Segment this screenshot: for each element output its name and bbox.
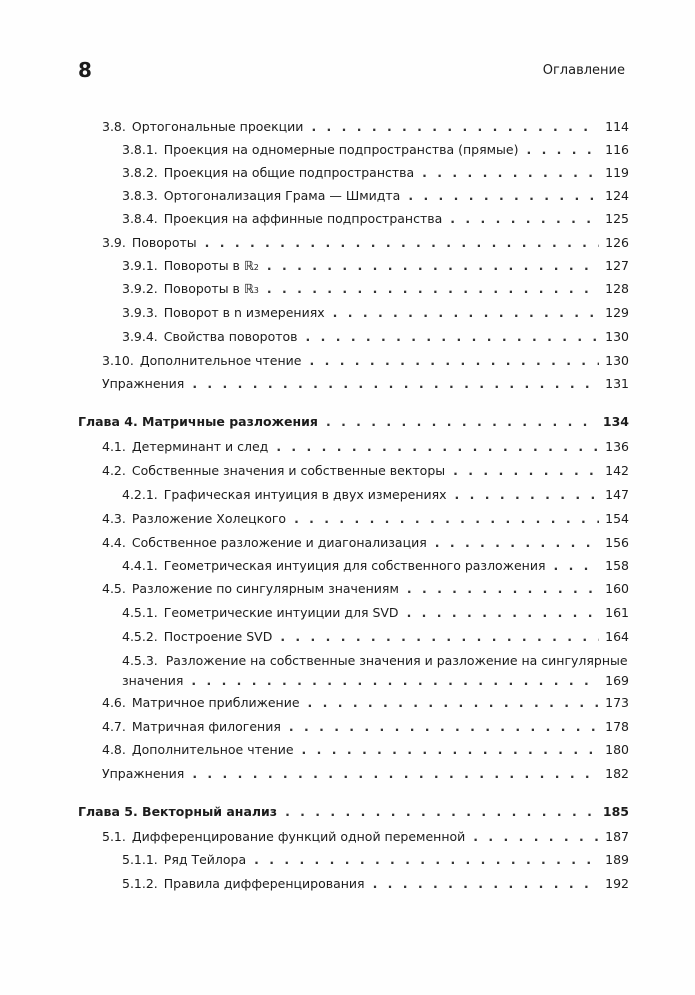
toc-leader-dots [205, 232, 599, 254]
toc-entry-text: Детерминант и след [131, 439, 269, 454]
toc-entry-number: 4.7. [102, 719, 126, 734]
toc-entry-number: 3.8. [102, 119, 126, 134]
toc-leader-dots [294, 508, 599, 530]
toc-entry-number: 3.9.4. [122, 329, 158, 344]
toc-entry-number: 3.8.1. [122, 142, 158, 157]
toc-leader-dots [192, 373, 599, 395]
toc-entry[interactable] [0, 373, 695, 395]
toc-entry[interactable] [0, 578, 695, 600]
toc-entry[interactable] [0, 692, 695, 714]
toc-page-number: 161 [605, 605, 629, 620]
toc-entry-text: Дифференцирование функций одной переменной [131, 829, 466, 844]
toc-leader-dots [267, 255, 599, 277]
toc-entry-text: Графическая интуиция в двух измерениях [163, 487, 447, 502]
toc-entry-number: 4.5.3. [122, 653, 158, 668]
toc-entry-number: 3.9.1. [122, 258, 158, 273]
toc-entry[interactable] [0, 326, 695, 348]
toc-entry-text: Повороты в ℝ [163, 281, 254, 296]
toc-leader-dots [308, 692, 599, 714]
toc-leader-dots [326, 411, 599, 433]
toc-leader-dots [407, 578, 599, 600]
toc-leader-dots [254, 849, 599, 871]
toc-entry-text: Матричное приближение [131, 695, 300, 710]
toc-page-number: 169 [605, 673, 629, 688]
toc-entry[interactable] [0, 532, 695, 554]
toc-page-number: 130 [605, 353, 629, 368]
toc-leader-dots [276, 436, 599, 458]
toc-page-number: 185 [602, 804, 629, 819]
toc-entry[interactable] [0, 460, 695, 482]
toc-page-number: 130 [605, 329, 629, 344]
toc-page-number: 114 [605, 119, 629, 134]
toc-entry-text: Геометрические интуиции для SVD [163, 605, 399, 620]
toc-entry-number: 5.1.2. [122, 876, 158, 891]
toc-page-number: 116 [605, 142, 629, 157]
toc-entry-text: Свойства поворотов [163, 329, 298, 344]
toc-entry[interactable] [0, 739, 695, 761]
toc-leader-dots [435, 532, 599, 554]
toc-entry-number: 4.6. [102, 695, 126, 710]
toc-leader-dots [192, 763, 599, 785]
toc-entry-text: Матричная филогения [131, 719, 281, 734]
toc-entry-number: 5.1. [102, 829, 126, 844]
toc-leader-dots [280, 626, 599, 648]
toc-page-number: 173 [605, 695, 629, 710]
toc-entry[interactable] [0, 763, 695, 785]
toc-entry-text: Ряд Тейлора [163, 852, 247, 867]
toc-entry-number: 4.2. [102, 463, 126, 478]
toc-entry-text: Разложение на собственные значения и разложение на сингулярные [165, 653, 628, 668]
toc-leader-dots [306, 326, 599, 348]
toc-leader-dots [267, 278, 599, 300]
toc-page-number: 187 [605, 829, 629, 844]
toc-page-number: 134 [602, 414, 629, 429]
toc-entry-number: 3.8.4. [122, 211, 158, 226]
toc-entry-number: 4.5. [102, 581, 126, 596]
toc-entry[interactable] [0, 650, 695, 694]
toc-entry[interactable] [0, 436, 695, 458]
toc-entry[interactable] [0, 555, 695, 577]
toc-entry-number: 4.3. [102, 511, 126, 526]
toc-entry-number: 4.5.2. [122, 629, 158, 644]
toc-leader-dots [302, 739, 599, 761]
toc-leader-dots [191, 670, 599, 692]
toc-page-number: 142 [605, 463, 629, 478]
toc-entry[interactable] [0, 602, 695, 624]
page-number: 8 [78, 58, 92, 82]
toc-entry[interactable] [0, 232, 695, 254]
toc-leader-dots [450, 208, 599, 230]
toc-entry-number: 3.8.3. [122, 188, 158, 203]
toc-leader-dots [453, 460, 599, 482]
toc-page-number: 131 [605, 376, 629, 391]
toc-entry[interactable] [0, 116, 695, 138]
toc-entry[interactable] [0, 208, 695, 230]
toc-entry[interactable] [0, 162, 695, 184]
toc-entry-text: Повороты в ℝ [163, 258, 254, 273]
toc-entry[interactable] [0, 716, 695, 738]
toc-entry-text: Глава 4. Матричные разложения [78, 414, 318, 429]
toc-leader-dots [526, 139, 599, 161]
toc-page-number: 182 [605, 766, 629, 781]
toc-entry[interactable] [0, 350, 695, 372]
toc-entry-text: Упражнения [102, 376, 185, 391]
toc-entry-text: Повороты [131, 235, 197, 250]
toc-entry-number: 3.9.3. [122, 305, 158, 320]
toc-leader-dots [311, 116, 599, 138]
toc-entry[interactable] [0, 185, 695, 207]
toc-entry-text: Разложение Холецкого [131, 511, 287, 526]
toc-page-number: 136 [605, 439, 629, 454]
toc-entry[interactable]: 3.9.1. Повороты в ℝ 2 . . . 127 [0, 255, 695, 277]
toc-entry[interactable] [0, 826, 695, 848]
toc-entry-text: Проекция на общие подпространства [163, 165, 415, 180]
toc-entry-text: Дополнительное чтение [131, 742, 294, 757]
toc-page-number: 125 [605, 211, 629, 226]
toc-page-number: 178 [605, 719, 629, 734]
toc-page-number: 154 [605, 511, 629, 526]
toc-entry-number: 4.8. [102, 742, 126, 757]
toc-entry-text: Построение SVD [163, 629, 273, 644]
toc-leader-dots [407, 602, 599, 624]
toc-page-number: 192 [605, 876, 629, 891]
toc-entry[interactable]: 3.9.2. Повороты в ℝ 3 . . . 128 [0, 278, 695, 300]
toc-entry-text: Дополнительное чтение [139, 353, 302, 368]
toc-entry-number: 3.9.2. [122, 281, 158, 296]
toc-leader-dots [422, 162, 599, 184]
toc-leader-dots [373, 873, 599, 895]
toc-entry[interactable] [0, 484, 695, 506]
toc-entry-number: 3.10. [102, 353, 134, 368]
toc-entry-text: Разложение по сингулярным значениям [131, 581, 399, 596]
toc-entry-text: Поворот в n измерениях [163, 305, 325, 320]
toc-chapter-entry[interactable] [0, 801, 695, 823]
toc-entry-text: Проекция на одномерные подпространства (прямые) [163, 142, 519, 157]
toc-entry-number: 4.1. [102, 439, 126, 454]
toc-entry-number: 4.4.1. [122, 558, 158, 573]
toc-entry-text: Геометрическая интуиция для собственного разложения [163, 558, 546, 573]
toc-entry-text: Ортогональные проекции [131, 119, 304, 134]
toc-entry[interactable] [0, 302, 695, 324]
toc-page-number: 164 [605, 629, 629, 644]
toc-leader-dots [408, 185, 599, 207]
toc-leader-dots [455, 484, 599, 506]
toc-page-number: 126 [605, 235, 629, 250]
toc-entry-text: Правила дифференцирования [163, 876, 365, 891]
toc-page-number: 124 [605, 188, 629, 203]
toc-entry-text: Упражнения [102, 766, 185, 781]
toc-page-number: 128 [605, 281, 629, 296]
toc-page-number: 147 [605, 487, 629, 502]
toc-leader-dots [333, 302, 599, 324]
running-header: Оглавление [542, 63, 625, 78]
toc-entry-text-continued: значения [122, 673, 184, 688]
toc-page-number: 119 [605, 165, 629, 180]
toc-entry[interactable] [0, 508, 695, 530]
toc-page-number: 180 [605, 742, 629, 757]
toc-leader-dots [310, 350, 600, 372]
toc-entry-number: 5.1.1. [122, 852, 158, 867]
toc-entry-text: Собственные значения и собственные векторы [131, 463, 446, 478]
toc-entry[interactable] [0, 849, 695, 871]
toc-page-number: 189 [605, 852, 629, 867]
toc-entry-number: 4.5.1. [122, 605, 158, 620]
toc-entry-text: Проекция на аффинные подпространства [163, 211, 443, 226]
toc-entry-text: Ортогонализация Грама — Шмидта [163, 188, 401, 203]
toc-entry[interactable] [0, 626, 695, 648]
toc-leader-dots [289, 716, 599, 738]
toc-entry-number: 3.9. [102, 235, 126, 250]
toc-entry-number: 4.4. [102, 535, 126, 550]
toc-leader-dots [285, 801, 599, 823]
toc-page-number: 156 [605, 535, 629, 550]
toc-leader-dots [473, 826, 599, 848]
toc-page-number: 158 [605, 558, 629, 573]
toc-entry-text: Собственное разложение и диагонализация [131, 535, 427, 550]
toc-entry[interactable] [0, 139, 695, 161]
toc-page-number: 127 [605, 258, 629, 273]
toc-chapter-entry[interactable] [0, 411, 695, 433]
toc-leader-dots [553, 555, 599, 577]
toc-entry-text: Глава 5. Векторный анализ [78, 804, 278, 819]
toc-entry-title [122, 650, 628, 672]
toc-page-number: 160 [605, 581, 629, 596]
toc-entry[interactable] [0, 873, 695, 895]
toc-entry-number: 4.2.1. [122, 487, 158, 502]
toc-page-number: 129 [605, 305, 629, 320]
toc-entry-number: 3.8.2. [122, 165, 158, 180]
